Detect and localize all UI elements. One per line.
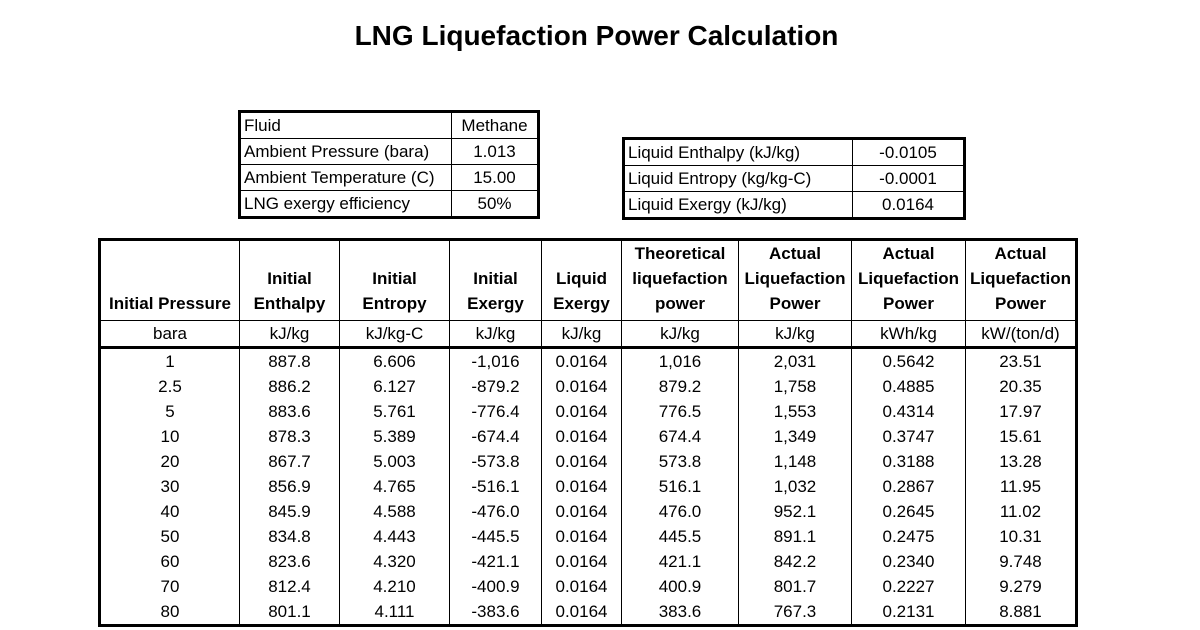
results-units-row xyxy=(100,321,1077,348)
table-cell: 0.5642 xyxy=(852,348,966,375)
table-cell: 776.5 xyxy=(622,399,739,424)
table-cell: 0.4314 xyxy=(852,399,966,424)
liquid-properties-table xyxy=(622,137,966,220)
unit-cell: kJ/kg xyxy=(622,321,739,348)
table-cell: 0.0164 xyxy=(542,348,622,375)
input-parameters-table xyxy=(238,110,540,219)
table-cell: 0.2645 xyxy=(852,499,966,524)
table-cell: -573.8 xyxy=(450,449,542,474)
table-cell: 6.606 xyxy=(340,348,450,375)
unit-cell: kJ/kg xyxy=(240,321,340,348)
liquid-value: -0.0001 xyxy=(853,166,965,192)
column-header-line: Actual xyxy=(769,244,821,263)
table-cell: 11.02 xyxy=(966,499,1077,524)
column-header-line: Initial xyxy=(372,269,417,288)
input-value: 50% xyxy=(452,191,539,218)
table-cell: 823.6 xyxy=(240,549,340,574)
input-label: LNG exergy efficiency xyxy=(240,191,452,218)
table-cell: 0.0164 xyxy=(542,574,622,599)
page-title: LNG Liquefaction Power Calculation xyxy=(354,20,839,51)
table-cell: 10 xyxy=(100,424,240,449)
table-cell: -400.9 xyxy=(450,574,542,599)
table-cell: 887.8 xyxy=(240,348,340,375)
table-cell: 0.0164 xyxy=(542,599,622,626)
table-cell: 5.761 xyxy=(340,399,450,424)
column-header-line: liquefaction xyxy=(632,269,728,288)
table-cell: 4.588 xyxy=(340,499,450,524)
table-cell: 23.51 xyxy=(966,348,1077,375)
table-cell: 845.9 xyxy=(240,499,340,524)
table-cell: 0.0164 xyxy=(542,499,622,524)
results-header xyxy=(100,240,1077,348)
input-row xyxy=(240,165,539,191)
liquid-properties-body xyxy=(624,139,965,219)
liquid-value: -0.0105 xyxy=(853,139,965,166)
table-row xyxy=(100,399,1077,424)
column-header-line: Actual xyxy=(882,244,935,263)
input-label: Ambient Temperature (C) xyxy=(240,165,452,191)
table-cell: 15.61 xyxy=(966,424,1077,449)
table-cell: 801.7 xyxy=(739,574,852,599)
liquid-label: Liquid Enthalpy (kJ/kg) xyxy=(624,139,853,166)
table-row xyxy=(100,574,1077,599)
table-cell: 0.3747 xyxy=(852,424,966,449)
table-cell: 516.1 xyxy=(622,474,739,499)
column-header xyxy=(966,240,1077,321)
table-cell: 4.443 xyxy=(340,524,450,549)
table-cell: 17.97 xyxy=(966,399,1077,424)
input-label: Fluid xyxy=(240,112,452,139)
column-header-line: power xyxy=(654,294,706,313)
column-header-line: Power xyxy=(882,294,935,313)
input-value: Methane xyxy=(452,112,539,139)
table-cell: 886.2 xyxy=(240,374,340,399)
table-row xyxy=(100,599,1077,626)
table-cell: 0.2227 xyxy=(852,574,966,599)
unit-cell: kW/(ton/d) xyxy=(966,321,1077,348)
liquid-value: 0.0164 xyxy=(853,192,965,219)
table-cell: 2,031 xyxy=(739,348,852,375)
table-cell: 5 xyxy=(100,399,240,424)
column-header-line: Power xyxy=(994,294,1047,313)
table-row xyxy=(100,348,1077,375)
column-header xyxy=(450,240,542,321)
table-cell: 891.1 xyxy=(739,524,852,549)
column-header-line: Exergy xyxy=(553,294,610,313)
table-cell: 5.389 xyxy=(340,424,450,449)
table-cell: 879.2 xyxy=(622,374,739,399)
column-header-line: Initial xyxy=(473,269,518,288)
table-cell: 0.0164 xyxy=(542,374,622,399)
table-cell: 4.320 xyxy=(340,549,450,574)
table-cell: 674.4 xyxy=(622,424,739,449)
liquid-row xyxy=(624,139,965,166)
table-cell: 867.7 xyxy=(240,449,340,474)
table-cell: 20 xyxy=(100,449,240,474)
table-cell: -776.4 xyxy=(450,399,542,424)
table-cell: 8.881 xyxy=(966,599,1077,626)
table-row xyxy=(100,549,1077,574)
table-cell: 883.6 xyxy=(240,399,340,424)
unit-cell: bara xyxy=(100,321,240,348)
table-cell: 0.0164 xyxy=(542,524,622,549)
table-cell: 6.127 xyxy=(340,374,450,399)
table-cell: -421.1 xyxy=(450,549,542,574)
table-cell: 878.3 xyxy=(240,424,340,449)
table-cell: 383.6 xyxy=(622,599,739,626)
table-row xyxy=(100,499,1077,524)
table-cell: 0.3188 xyxy=(852,449,966,474)
input-row xyxy=(240,139,539,165)
column-header xyxy=(240,240,340,321)
results-table xyxy=(98,238,1078,627)
table-cell: 801.1 xyxy=(240,599,340,626)
column-header xyxy=(852,240,966,321)
table-cell: 1,758 xyxy=(739,374,852,399)
table-cell: 952.1 xyxy=(739,499,852,524)
table-cell: 476.0 xyxy=(622,499,739,524)
unit-cell: kJ/kg xyxy=(739,321,852,348)
table-cell: 573.8 xyxy=(622,449,739,474)
table-cell: 70 xyxy=(100,574,240,599)
table-cell: 0.0164 xyxy=(542,424,622,449)
table-cell: -674.4 xyxy=(450,424,542,449)
table-cell: 1,349 xyxy=(739,424,852,449)
table-cell: 4.765 xyxy=(340,474,450,499)
column-header xyxy=(542,240,622,321)
input-row xyxy=(240,112,539,139)
table-cell: 0.0164 xyxy=(542,449,622,474)
input-label: Ambient Pressure (bara) xyxy=(240,139,452,165)
unit-cell: kWh/kg xyxy=(852,321,966,348)
input-value: 1.013 xyxy=(452,139,539,165)
table-cell: 4.210 xyxy=(340,574,450,599)
table-cell: -476.0 xyxy=(450,499,542,524)
column-header xyxy=(739,240,852,321)
table-cell: 1,016 xyxy=(622,348,739,375)
results-body xyxy=(100,348,1077,626)
column-header-line: Enthalpy xyxy=(253,294,326,313)
table-cell: 0.2475 xyxy=(852,524,966,549)
column-header-line: Liquefaction xyxy=(969,269,1072,288)
column-header xyxy=(100,240,240,321)
table-cell: 767.3 xyxy=(739,599,852,626)
column-header-line: Initial xyxy=(267,269,312,288)
table-cell: 10.31 xyxy=(966,524,1077,549)
table-cell: 2.5 xyxy=(100,374,240,399)
input-parameters-body xyxy=(240,112,539,218)
table-cell: 0.2340 xyxy=(852,549,966,574)
column-header-line: Liquid xyxy=(556,269,607,288)
table-cell: 80 xyxy=(100,599,240,626)
table-row xyxy=(100,524,1077,549)
table-cell: 0.4885 xyxy=(852,374,966,399)
column-header-line: Initial Pressure xyxy=(109,294,231,313)
table-cell: -879.2 xyxy=(450,374,542,399)
unit-cell: kJ/kg-C xyxy=(340,321,450,348)
table-cell: 40 xyxy=(100,499,240,524)
column-header xyxy=(622,240,739,321)
table-cell: 60 xyxy=(100,549,240,574)
table-cell: 5.003 xyxy=(340,449,450,474)
table-row xyxy=(100,474,1077,499)
column-header-line: Power xyxy=(769,294,821,313)
table-cell: 1,148 xyxy=(739,449,852,474)
column-header-line: Liquefaction xyxy=(857,269,960,288)
table-cell: 445.5 xyxy=(622,524,739,549)
table-cell: 11.95 xyxy=(966,474,1077,499)
table-cell: -1,016 xyxy=(450,348,542,375)
table-cell: 9.748 xyxy=(966,549,1077,574)
column-header-line: Theoretical xyxy=(634,244,726,263)
results-header-row xyxy=(100,240,1077,321)
table-cell: 856.9 xyxy=(240,474,340,499)
table-cell: 1,553 xyxy=(739,399,852,424)
table-cell: 400.9 xyxy=(622,574,739,599)
column-header-line: Liquefaction xyxy=(744,269,846,288)
table-cell: 50 xyxy=(100,524,240,549)
table-cell: -516.1 xyxy=(450,474,542,499)
liquid-row xyxy=(624,166,965,192)
input-value: 15.00 xyxy=(452,165,539,191)
table-row xyxy=(100,449,1077,474)
table-cell: 0.0164 xyxy=(542,474,622,499)
table-cell: 9.279 xyxy=(966,574,1077,599)
table-cell: 30 xyxy=(100,474,240,499)
column-header-line: Actual xyxy=(994,244,1047,263)
table-cell: 0.2867 xyxy=(852,474,966,499)
column-header-line: Entropy xyxy=(362,294,427,313)
table-cell: -383.6 xyxy=(450,599,542,626)
column-header xyxy=(340,240,450,321)
table-cell: 0.0164 xyxy=(542,399,622,424)
table-cell: 834.8 xyxy=(240,524,340,549)
column-header-line: Exergy xyxy=(467,294,524,313)
unit-cell: kJ/kg xyxy=(450,321,542,348)
table-cell: 1 xyxy=(100,348,240,375)
table-cell: 4.111 xyxy=(340,599,450,626)
table-cell: 842.2 xyxy=(739,549,852,574)
liquid-label: Liquid Exergy (kJ/kg) xyxy=(624,192,853,219)
table-cell: 13.28 xyxy=(966,449,1077,474)
table-cell: 1,032 xyxy=(739,474,852,499)
table-cell: 0.2131 xyxy=(852,599,966,626)
input-row xyxy=(240,191,539,218)
unit-cell: kJ/kg xyxy=(542,321,622,348)
table-cell: 20.35 xyxy=(966,374,1077,399)
liquid-label: Liquid Entropy (kg/kg-C) xyxy=(624,166,853,192)
table-cell: 0.0164 xyxy=(542,549,622,574)
table-row xyxy=(100,424,1077,449)
table-cell: 421.1 xyxy=(622,549,739,574)
table-cell: 812.4 xyxy=(240,574,340,599)
table-row xyxy=(100,374,1077,399)
liquid-row xyxy=(624,192,965,219)
table-cell: -445.5 xyxy=(450,524,542,549)
